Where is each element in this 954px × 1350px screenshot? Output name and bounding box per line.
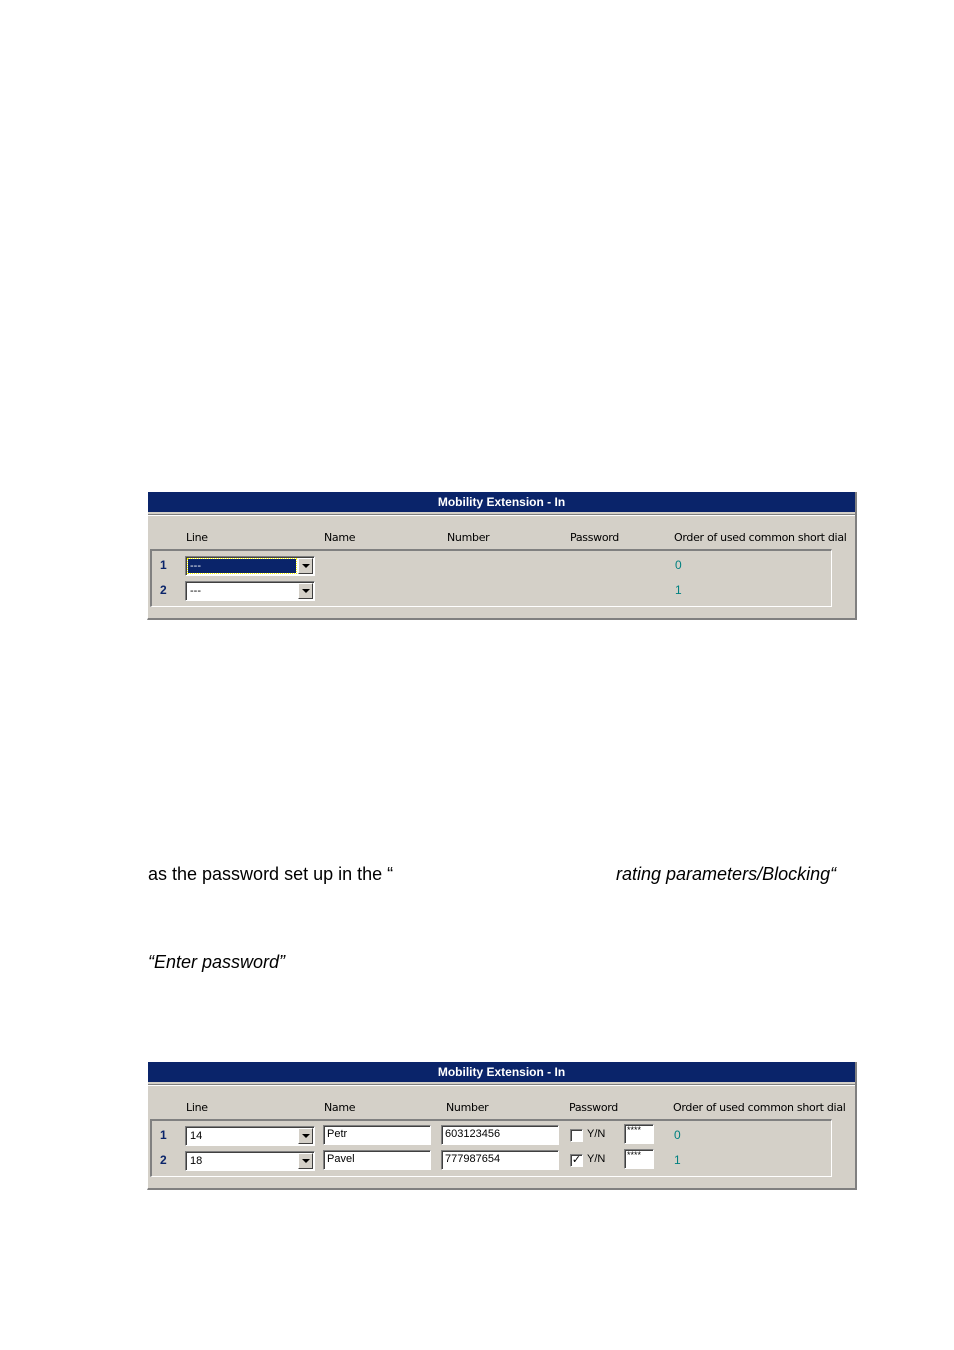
password-checkbox-row-1[interactable] bbox=[570, 1129, 583, 1142]
body-text-line-1-right: rating parameters/Blocking“ bbox=[616, 864, 837, 884]
mobility-extension-panel-filled bbox=[147, 1062, 857, 1190]
row-index: 1 bbox=[160, 1128, 167, 1142]
header-password: Password bbox=[569, 1101, 618, 1114]
line-select-value: --- bbox=[188, 559, 296, 573]
name-field-row-2[interactable]: Pavel bbox=[323, 1150, 431, 1170]
panel-title: Mobility Extension - In bbox=[148, 492, 855, 512]
row-index: 2 bbox=[160, 1153, 167, 1167]
chevron-down-icon[interactable] bbox=[298, 1128, 313, 1144]
chevron-down-icon[interactable] bbox=[298, 1153, 313, 1169]
line-select-row-1[interactable] bbox=[185, 1126, 315, 1146]
order-value: 0 bbox=[675, 558, 682, 572]
header-line: Line bbox=[186, 1101, 208, 1114]
row-index: 2 bbox=[160, 583, 167, 597]
body-text-line-1-left: as the password set up in the “ bbox=[148, 864, 394, 884]
password-field-row-1[interactable]: **** bbox=[624, 1124, 654, 1144]
line-select-row-2[interactable] bbox=[185, 1151, 315, 1171]
header-number: Number bbox=[446, 1101, 489, 1114]
line-select-value: 14 bbox=[190, 1130, 203, 1142]
header-order: Order of used common short dial bbox=[673, 1101, 846, 1114]
order-value: 0 bbox=[674, 1128, 681, 1142]
number-field-row-2[interactable]: 777987654 bbox=[441, 1150, 559, 1170]
panel-title: Mobility Extension - In bbox=[148, 1062, 855, 1082]
name-field-row-1[interactable]: Petr bbox=[323, 1125, 431, 1145]
header-name: Name bbox=[324, 1101, 356, 1114]
order-value: 1 bbox=[675, 583, 682, 597]
line-select-value: --- bbox=[190, 585, 201, 597]
chevron-down-icon[interactable] bbox=[298, 558, 313, 574]
divider bbox=[148, 1084, 855, 1086]
header-order: Order of used common short dial bbox=[674, 531, 847, 544]
number-field-row-1[interactable]: 603123456 bbox=[441, 1125, 559, 1145]
mobility-extension-panel-empty bbox=[147, 492, 857, 620]
password-field-row-2[interactable]: **** bbox=[624, 1149, 654, 1169]
header-number: Number bbox=[447, 531, 490, 544]
line-select-row-1[interactable] bbox=[185, 556, 315, 576]
line-select-value: 18 bbox=[190, 1155, 203, 1167]
line-select-row-2[interactable] bbox=[185, 581, 315, 601]
checkbox-label: Y/N bbox=[587, 1153, 606, 1165]
checkmark-icon: ✓ bbox=[571, 1154, 582, 1166]
header-password: Password bbox=[570, 531, 619, 544]
chevron-down-icon[interactable] bbox=[298, 583, 313, 599]
header-name: Name bbox=[324, 531, 356, 544]
header-line: Line bbox=[186, 531, 208, 544]
body-text-line-2: “Enter password” bbox=[148, 952, 286, 972]
divider bbox=[148, 514, 855, 516]
password-checkbox-row-2[interactable] bbox=[570, 1154, 583, 1167]
checkbox-label: Y/N bbox=[587, 1128, 606, 1140]
order-value: 1 bbox=[674, 1153, 681, 1167]
row-index: 1 bbox=[160, 558, 167, 572]
